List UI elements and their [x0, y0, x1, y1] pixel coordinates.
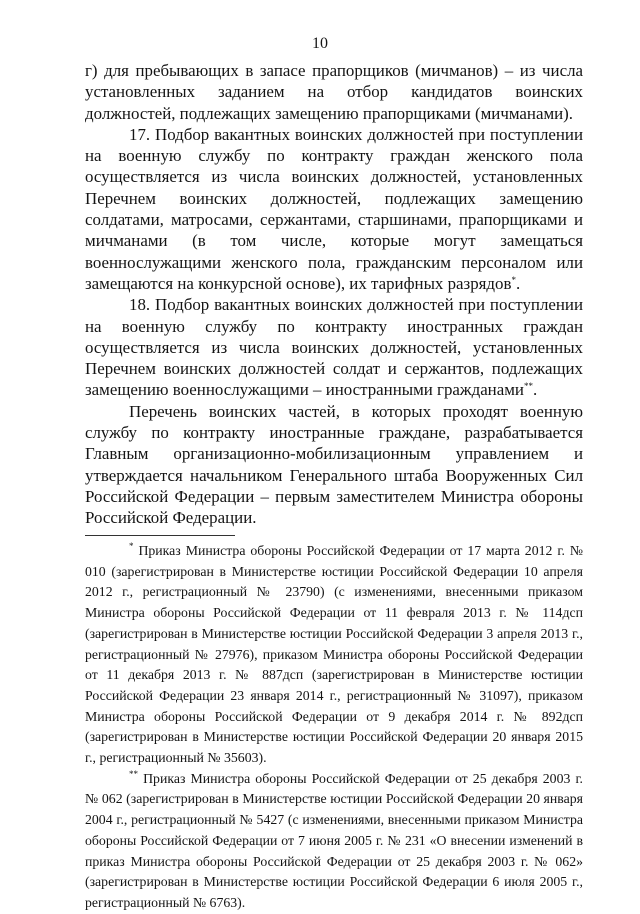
- paragraph-18: [85, 294, 583, 400]
- footnote-2-text: Приказ Министра обороны Российской Федерации от 25 декабря 2003 г. № 062 (зарегистрирован в Министерстве юстиции Российской Федерации 20 января 2004 г., регистрационный № 5427 (с изменениями, внесенными приказом Министра обороны Российской Федерации от 7 июня 2005 г. № 231 «О внесении изменений в приказ Министра обороны Российской Федерации от 25 декабря 2003 г. № 062» (зарегистрирован в Министерстве юстиции Российской Федерации 6 июля 2005 г., регистрационный № 6763).: [85, 770, 583, 910]
- page-number: 10: [312, 35, 328, 52]
- paragraph-17: [85, 124, 583, 294]
- paragraph-18-end: .: [532, 380, 538, 400]
- paragraph-17-text: 17. Подбор вакантных воинских должностей при поступлении на военную службу по контракту граждан женского пола осуществляется из числа воинских должностей, установленных Перечнем воинских должностей, подлежащих замещению солдатами, матросами, сержантами, старшинами, прапорщиками и мичманами (в том числе, которые могут замещаться военнослужащими женского пола, гражданским персоналом или замещаются на конкурсной основе), их тарифных разрядов: [85, 124, 583, 293]
- footnote-1-mark: *: [129, 541, 134, 551]
- paragraph-units-list: Перечень воинских частей, в которых проходят военную службу по контракту иностранные граждане, разрабатывается Главным организационно-мобилизационным управлением и утверждается начальником Генерального штаба Вооруженных Сил Российской Федерации – первым заместителем Министра обороны Российской Федерации.: [85, 401, 583, 528]
- footnote-2-mark: **: [129, 768, 138, 779]
- main-text: [85, 60, 583, 529]
- footnote-separator: [85, 535, 235, 536]
- footnote-2: [85, 769, 583, 914]
- footnote-ref-2: **: [523, 381, 533, 392]
- paragraph-18-text: 18. Подбор вакантных воинских должностей при поступлении на военную службу по контракту иностранных граждан осуществляется из числа воинских должностей, установленных Перечнем воинских должностей солдат и сержантов, подлежащих замещению военнослужащими – иностранными гражданами: [85, 295, 583, 400]
- footnotes: [85, 541, 583, 914]
- paragraph-g: г) для пребывающих в запасе прапорщиков (мичманов) – из числа установленных заданием на отбор кандидатов воинских должностей, подлежащих замещению прапорщиками (мичманами).: [85, 61, 583, 123]
- paragraph-17-end: .: [515, 273, 521, 293]
- footnote-ref-1: *: [511, 274, 516, 285]
- footnote-1: [85, 541, 583, 769]
- footnote-1-text: Приказ Министра обороны Российской Федерации от 17 марта 2012 г. № 010 (зарегистрирован в Министерстве юстиции Российской Федерации 10 апреля 2012 г., регистрационный № 23790) (с изменениями, внесенными приказом Министра обороны Российской Федерации от 11 февраля 2013 г. № 114дсп (зарегистрирован в Министерстве юстиции Российской Федерации 3 апреля 2013 г., регистрационный № 27976), приказом Министра обороны Российской Федерации от 11 декабря 2013 г. № 887дсп (зарегистрирован в Министерстве юстиции Российской Федерации 23 января 2014 г., регистрационный № 31097), приказом Министра обороны Российской Федерации от 9 декабря 2014 г. № 892дсп (зарегистрирован в Министерстве юстиции Российской Федерации 20 января 2015 г., регистрационный № 35603).: [85, 543, 583, 766]
